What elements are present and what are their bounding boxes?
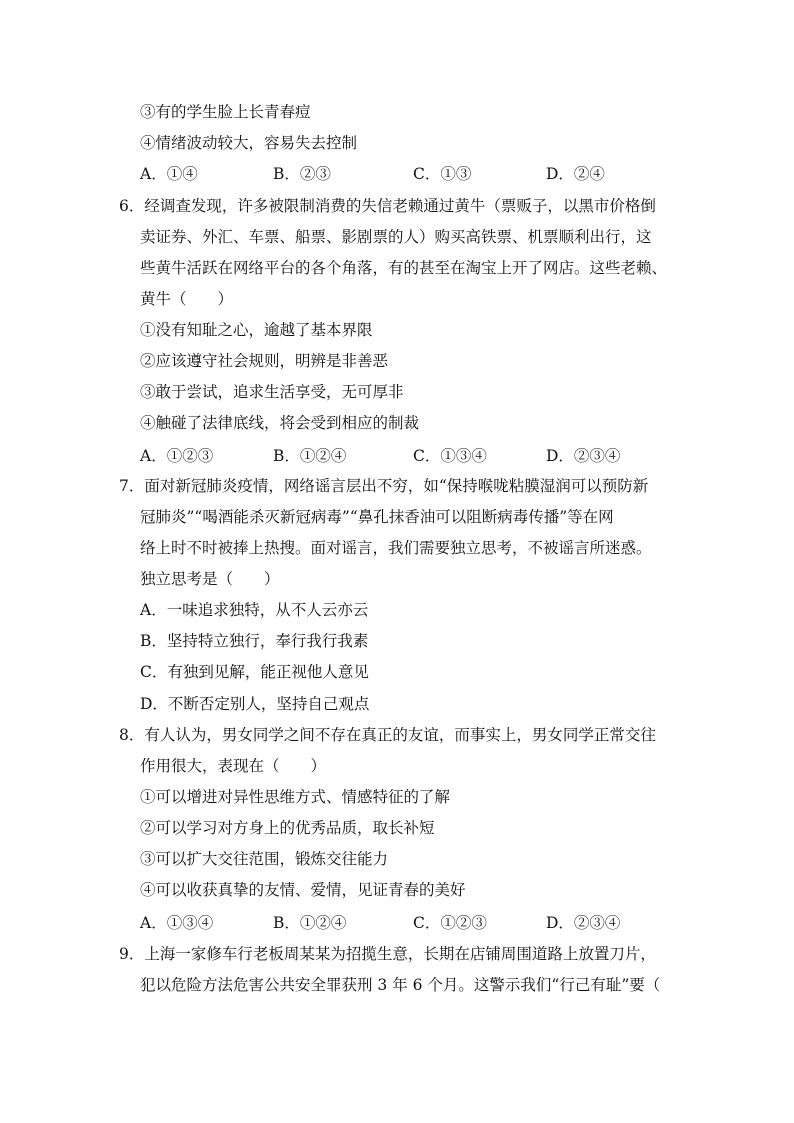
q6-choice-d: D．②③④ [546, 447, 621, 465]
q6-option-3: ③敢于尝试，追求生活享受，无可厚非 [140, 383, 404, 401]
q6-option-4: ④触碰了法律底线，将会受到相应的制裁 [140, 414, 420, 432]
q6-choice-b: B．①②④ [273, 447, 347, 465]
q8-option-1: ①可以增进对异性思维方式、情感特征的了解 [140, 788, 451, 806]
q7-option-a: A．一味追求独特，从不人云亦云 [140, 601, 369, 619]
q6-stem-line-3: 些黄牛活跃在网络平台的各个角落，有的甚至在淘宝上开了网店。这些老赖、 [140, 259, 668, 277]
q6-stem-line-4: 黄牛（ ） [140, 290, 234, 308]
q9-stem-line-2: 犯以危险方法危害公共安全罪获刑 3 年 6 个月。这警示我们“行己有耻”要（ [140, 976, 661, 994]
q7-stem-line-4: 独立思考是（ ） [140, 570, 280, 588]
q8-stem-line-2: 作用很大，表现在（ ） [140, 757, 327, 775]
q7-stem-line-1: 7．面对新冠肺炎疫情，网络谣言层出不穷，如“保持喉咙粘膜湿润可以预防新 [119, 477, 649, 495]
q5-choice-c: C．①③ [413, 165, 472, 183]
q8-choice-a: A．①③④ [140, 914, 214, 932]
q6-stem-line-2: 卖证券、外汇、车票、船票、影剧票的人）购买高铁票、机票顺利出行，这 [140, 228, 652, 246]
q8-option-2: ②可以学习对方身上的优秀品质，取长补短 [140, 819, 435, 837]
q5-choice-a: A．①④ [140, 165, 198, 183]
q6-stem-line-1: 6．经调查发现，许多被限制消费的失信老赖通过黄牛（票贩子，以黑市价格倒 [119, 197, 656, 215]
q8-choice-c: C．①②③ [413, 914, 487, 932]
q5-choice-d: D．②④ [546, 165, 605, 183]
q5-choice-b: B．②③ [273, 165, 331, 183]
q8-choice-d: D．②③④ [546, 914, 621, 932]
q6-option-2: ②应该遵守社会规则，明辨是非善恶 [140, 352, 389, 370]
q8-option-4: ④可以收获真挚的友情、爱情，见证青春的美好 [140, 881, 466, 899]
q8-choice-b: B．①②④ [273, 914, 347, 932]
q8-option-3: ③可以扩大交往范围，锻炼交往能力 [140, 850, 389, 868]
q9-stem-line-1: 9．上海一家修车行老板周某某为招揽生意，长期在店铺周围道路上放置刀片， [119, 945, 656, 963]
q7-option-c: C．有独到见解，能正视他人意见 [140, 663, 369, 681]
q5-option-4: ④情绪波动较大，容易失去控制 [140, 134, 358, 152]
q7-option-b: B．坚持特立独行，奉行我行我素 [140, 632, 369, 650]
q7-stem-line-3: 络上时不时被捧上热搜。面对谣言，我们需要独立思考，不被谣言所迷惑。 [140, 539, 652, 557]
q6-choice-c: C．①③④ [413, 447, 487, 465]
q5-option-3: ③有的学生脸上长青春痘 [140, 103, 311, 121]
q7-stem-line-2: 冠肺炎”“喝酒能杀灭新冠病毒”“鼻孔抹香油可以阻断病毒传播”等在网 [140, 508, 614, 526]
q8-stem-line-1: 8．有人认为，男女同学之间不存在真正的友谊，而事实上，男女同学正常交往 [119, 726, 656, 744]
q6-option-1: ①没有知耻之心，逾越了基本界限 [140, 321, 373, 339]
q7-option-d: D．不断否定别人，坚持自己观点 [140, 695, 370, 713]
q6-choice-a: A．①②③ [140, 447, 214, 465]
